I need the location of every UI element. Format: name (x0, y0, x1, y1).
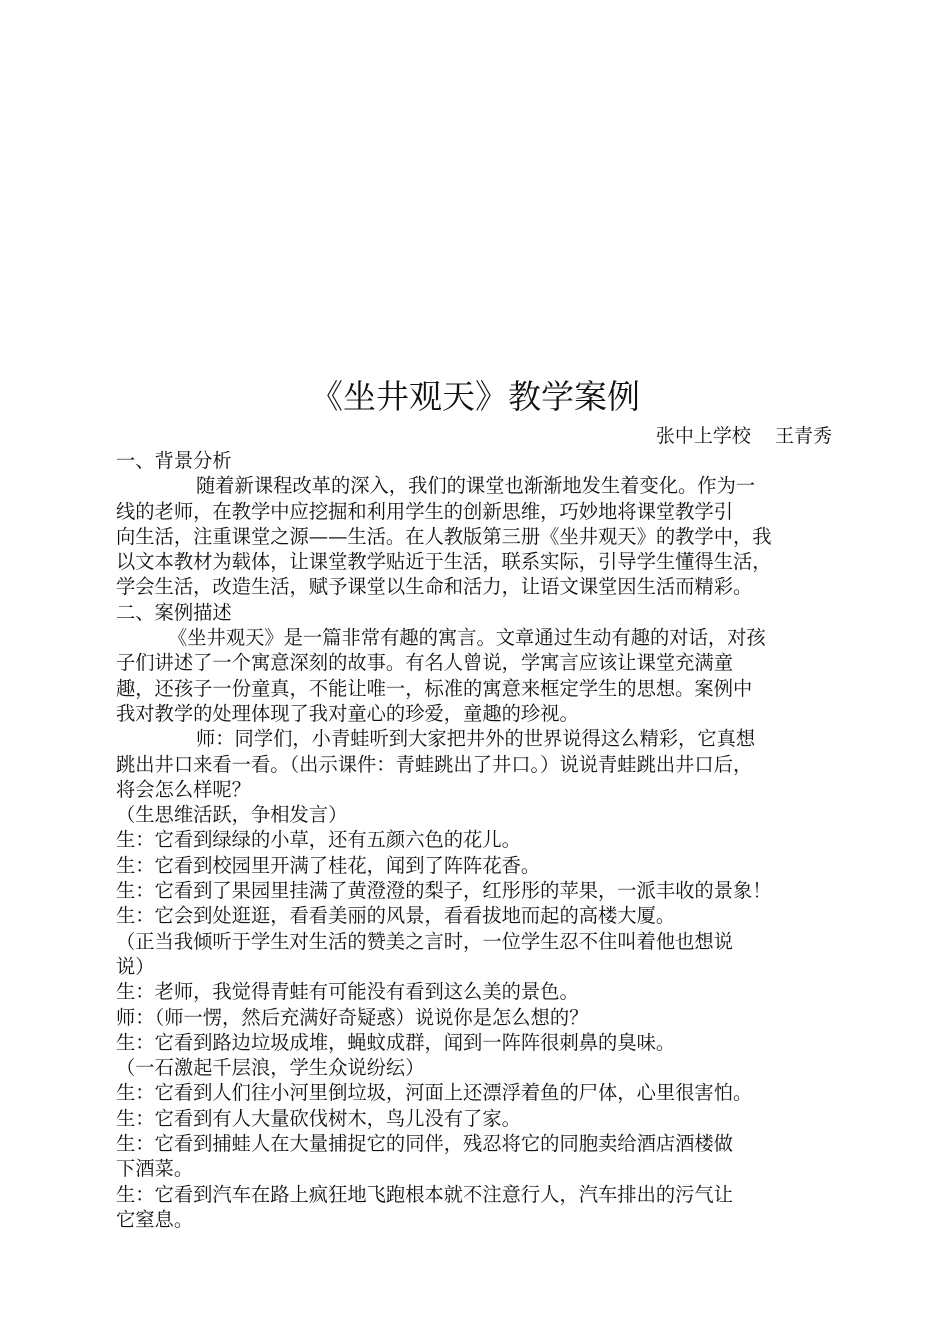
section-heading: 一、背景分析 (116, 449, 232, 472)
dialogue-line: 跳出井口来看一看。（出示课件：青蛙跳出了井口。）说说青蛙跳出井口后， (116, 752, 753, 776)
dialogue-line: （生思维活跃，争相发言） (116, 803, 348, 827)
dialogue-line: 生：它看到人们往小河里倒垃圾，河面上还漂浮着鱼的尸体，心里很害怕。 (116, 1081, 753, 1105)
dialogue-line: 生：它看到了果园里挂满了黄澄澄的梨子，红彤彤的苹果，一派丰收的景象！ (116, 879, 772, 903)
paragraph-line: 学会生活，改造生活，赋予课堂以生命和活力，让语文课堂因生活而精彩。 (116, 575, 753, 599)
dialogue-line: 说） (116, 954, 155, 978)
dialogue-line: （一石激起千层浪，学生众说纷纭） (116, 1056, 425, 1080)
paragraph-line: 以文本教材为载体，让课堂教学贴近于生活，联系实际，引导学生懂得生活， (116, 550, 772, 574)
paragraph-line: 子们讲述了一个寓意深刻的故事。有名人曾说，学寓言应该让课堂充满童 (116, 651, 733, 675)
paragraph-line: 《坐井观天》是一篇非常有趣的寓言。文章通过生动有趣的对话，对孩 (168, 626, 766, 650)
dialogue-line: 生：它看到汽车在路上疯狂地飞跑根本就不注意行人，汽车排出的污气让 (116, 1182, 733, 1206)
dialogue-line: 生：它看到绿绿的小草，还有五颜六色的花儿。 (116, 828, 521, 852)
paragraph-line: 随着新课程改革的深入，我们的课堂也渐渐地发生着变化。作为一 (196, 474, 756, 498)
dialogue-line: （正当我倾听于学生对生活的赞美之言时，一位学生忍不住叫着他也想说 (116, 929, 733, 953)
dialogue-line: 它窒息。 (116, 1207, 194, 1231)
document-body (116, 448, 838, 1232)
dialogue-line: 生：老师，我觉得青蛙有可能没有看到这么美的景色。 (116, 980, 579, 1004)
paragraph-line: 向生活，注重课堂之源——生活。在人教版第三册《坐井观天》的教学中，我 (116, 524, 772, 548)
dialogue-line: 将会怎么样呢？ (116, 777, 251, 801)
dialogue-line: 下酒菜。 (116, 1157, 194, 1181)
dialogue-line: 生：它看到路边垃圾成堆，蝇蚊成群，闻到一阵阵很刺鼻的臭味。 (116, 1030, 676, 1054)
paragraph-line: 趣，还孩子一份童真，不能让唯一，标准的寓意来框定学生的思想。案例中 (116, 676, 753, 700)
dialogue-line: 生：它看到捕蛙人在大量捕捉它的同伴，残忍将它的同胞卖给酒店酒楼做 (116, 1132, 733, 1156)
dialogue-line: 生：它看到校园里开满了桂花，闻到了阵阵花香。 (116, 853, 541, 877)
author-byline: 张中上学校 王青秀 (655, 425, 832, 447)
dialogue-line: 生：它看到有人大量砍伐树木，鸟儿没有了家。 (116, 1106, 521, 1130)
dialogue-line: 生：它会到处逛逛，看看美丽的风景，看看拔地而起的高楼大厦。 (116, 904, 676, 928)
dialogue-line: 师：（师一愣，然后充满好奇疑惑）说说你是怎么想的？ (116, 1005, 589, 1029)
section-heading: 二、案例描述 (116, 600, 232, 624)
paragraph-line: 线的老师，在教学中应挖掘和利用学生的创新思维，巧妙地将课堂教学引 (116, 499, 733, 523)
document-title: 《坐井观天》教学案例 (310, 377, 640, 416)
paragraph-line: 我对教学的处理体现了我对童心的珍爱，童趣的珍视。 (116, 701, 579, 725)
dialogue-line: 师：同学们，小青蛙听到大家把井外的世界说得这么精彩，它真想 (196, 727, 756, 751)
